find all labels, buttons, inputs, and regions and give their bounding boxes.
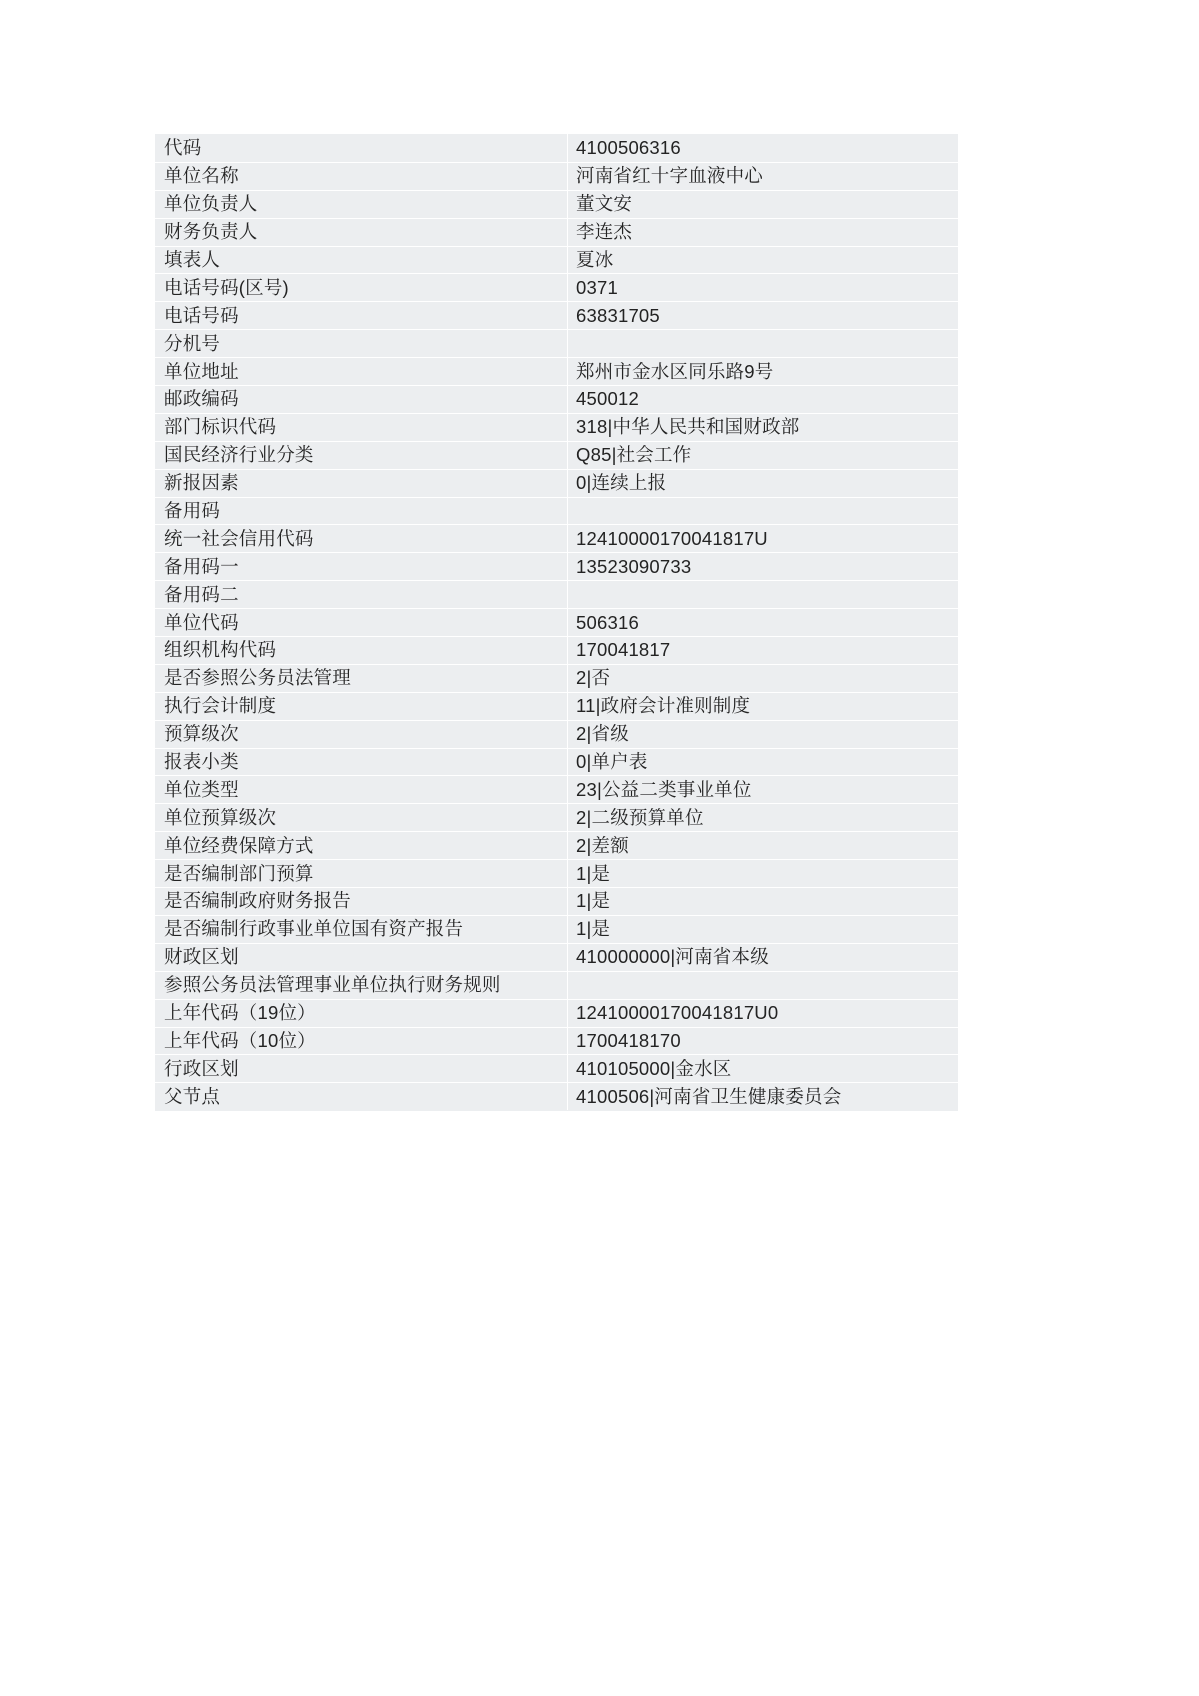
row-label: 单位代码 (156, 609, 568, 637)
table-row (156, 302, 958, 330)
row-label: 国民经济行业分类 (156, 441, 568, 469)
row-label: 是否编制行政事业单位国有资产报告 (156, 915, 568, 943)
row-value: 1|是 (568, 915, 958, 943)
table-body (156, 135, 958, 1111)
table-row (156, 469, 958, 497)
row-label: 父节点 (156, 1083, 568, 1111)
table-row (156, 330, 958, 358)
row-value: 23|公益二类事业单位 (568, 776, 958, 804)
row-value: 0|单户表 (568, 748, 958, 776)
table-row (156, 413, 958, 441)
row-value: 4100506|河南省卫生健康委员会 (568, 1083, 958, 1111)
row-value: 0371 (568, 274, 958, 302)
row-value (568, 581, 958, 609)
row-value: 夏冰 (568, 246, 958, 274)
row-label: 上年代码（19位） (156, 999, 568, 1027)
row-label: 行政区划 (156, 1055, 568, 1083)
row-label: 预算级次 (156, 720, 568, 748)
row-value: 63831705 (568, 302, 958, 330)
table-row (156, 915, 958, 943)
table-row (156, 246, 958, 274)
table-row (156, 553, 958, 581)
row-label: 统一社会信用代码 (156, 525, 568, 553)
row-value: Q85|社会工作 (568, 441, 958, 469)
row-value: 郑州市金水区同乐路9号 (568, 358, 958, 386)
table-row (156, 1055, 958, 1083)
row-label: 邮政编码 (156, 386, 568, 414)
row-label: 备用码一 (156, 553, 568, 581)
row-label: 新报因素 (156, 469, 568, 497)
row-label: 上年代码（10位） (156, 1027, 568, 1055)
table-row (156, 358, 958, 386)
row-label: 单位地址 (156, 358, 568, 386)
row-value: 2|否 (568, 664, 958, 692)
row-label: 代码 (156, 135, 568, 163)
table-row (156, 971, 958, 999)
row-value: 2|二级预算单位 (568, 804, 958, 832)
row-value: 506316 (568, 609, 958, 637)
table-row (156, 135, 958, 163)
table-row (156, 748, 958, 776)
row-label: 填表人 (156, 246, 568, 274)
row-value: 13523090733 (568, 553, 958, 581)
row-label: 部门标识代码 (156, 413, 568, 441)
table-row (156, 804, 958, 832)
table-row (156, 525, 958, 553)
table-row (156, 637, 958, 665)
row-label: 单位预算级次 (156, 804, 568, 832)
row-value: 318|中华人民共和国财政部 (568, 413, 958, 441)
row-label: 备用码二 (156, 581, 568, 609)
row-label: 单位负责人 (156, 190, 568, 218)
row-value: 1700418170 (568, 1027, 958, 1055)
table-row (156, 860, 958, 888)
table-row (156, 162, 958, 190)
row-label: 参照公务员法管理事业单位执行财务规则 (156, 971, 568, 999)
table-row (156, 497, 958, 525)
table-row (156, 888, 958, 916)
table-row (156, 274, 958, 302)
row-value (568, 497, 958, 525)
row-value: 2|差额 (568, 832, 958, 860)
row-label: 单位类型 (156, 776, 568, 804)
row-value: 170041817 (568, 637, 958, 665)
row-label: 是否参照公务员法管理 (156, 664, 568, 692)
row-label: 执行会计制度 (156, 692, 568, 720)
table-row (156, 1083, 958, 1111)
row-label: 财务负责人 (156, 218, 568, 246)
table-row (156, 720, 958, 748)
row-label: 财政区划 (156, 943, 568, 971)
row-value: 11|政府会计准则制度 (568, 692, 958, 720)
table-row (156, 609, 958, 637)
row-value (568, 971, 958, 999)
row-value: 1|是 (568, 888, 958, 916)
row-label: 组织机构代码 (156, 637, 568, 665)
table-row (156, 581, 958, 609)
table-row (156, 386, 958, 414)
row-label: 电话号码 (156, 302, 568, 330)
row-value: 0|连续上报 (568, 469, 958, 497)
table-row (156, 190, 958, 218)
row-value: 450012 (568, 386, 958, 414)
row-value: 董文安 (568, 190, 958, 218)
row-label: 是否编制部门预算 (156, 860, 568, 888)
row-value: 河南省红十字血液中心 (568, 162, 958, 190)
table-row (156, 999, 958, 1027)
row-label: 电话号码(区号) (156, 274, 568, 302)
row-value: 李连杰 (568, 218, 958, 246)
row-label: 单位名称 (156, 162, 568, 190)
row-label: 备用码 (156, 497, 568, 525)
row-label: 分机号 (156, 330, 568, 358)
table-row (156, 664, 958, 692)
row-label: 是否编制政府财务报告 (156, 888, 568, 916)
row-value: 12410000170041817U (568, 525, 958, 553)
table-row (156, 832, 958, 860)
unit-info-table (155, 134, 958, 1111)
row-label: 单位经费保障方式 (156, 832, 568, 860)
row-value: 2|省级 (568, 720, 958, 748)
table-row (156, 692, 958, 720)
table-row (156, 1027, 958, 1055)
row-value (568, 330, 958, 358)
table-row (156, 441, 958, 469)
row-label: 报表小类 (156, 748, 568, 776)
row-value: 12410000170041817U0 (568, 999, 958, 1027)
row-value: 410105000|金水区 (568, 1055, 958, 1083)
row-value: 410000000|河南省本级 (568, 943, 958, 971)
row-value: 1|是 (568, 860, 958, 888)
row-value: 4100506316 (568, 135, 958, 163)
table-row (156, 943, 958, 971)
table-row (156, 218, 958, 246)
table-row (156, 776, 958, 804)
